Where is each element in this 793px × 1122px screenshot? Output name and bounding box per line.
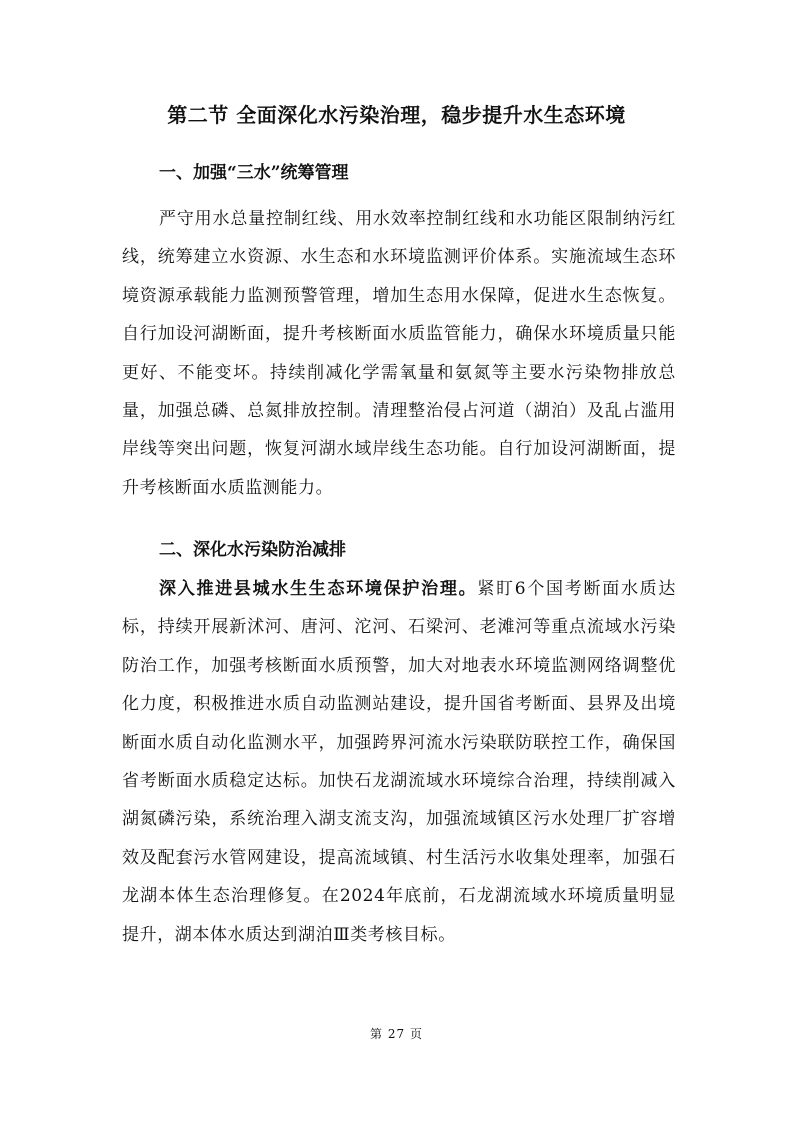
paragraph-body: 紧盯6个国考断面水质达标，持续开展新沭河、唐河、沱河、石梁河、老滩河等重点流域水污染防治工作，加强考核断面水质预警，加大对地表水环境监测网络调整优化力度，积极推进水质自动监测站建设，提升国省考断面、县界及出境断面水质自动化监测水平，加强跨界河流水污染联防联控工作，确保国省考断面水质稳定达标。加快石龙湖流域水环境综合治理，持续削减入湖氮磷污染，系统治理入湖支流支沟，加强流域镇区污水处理厂扩容增效及配套污水管网建设，提高流域镇、村生活污水收集处理率，加强石龙湖本体生态治理修复。在2024年底前，石龙湖流域水环境质量明显提升，湖本体水质达到湖泊Ⅲ类考核目标。	[122, 579, 676, 945]
section-title: 第二节 全面深化水污染治理，稳步提升水生态环境	[167, 103, 626, 127]
subsection-heading-2: 二、深化水污染防治减排	[159, 540, 346, 560]
paragraph-lead-phrase: 深入推进县城水生生态环境保护治理。	[159, 579, 478, 599]
subsection-paragraph-1: 严守用水总量控制红线、用水效率控制红线和水功能区限制纳污红线，统筹建立水资源、水生态和水环境监测评价体系。实施流域生态环境资源承载能力监测预警管理，增加生态用水保障，促进水生态恢复。自行加设河湖断面，提升考核断面水质监管能力，确保水环境质量只能更好、不能变坏。持续削减化学需氧量和氨氮等主要水污染物排放总量，加强总磷、总氮排放控制。清理整治侵占河道（湖泊）及乱占滥用岸线等突出问题，恢复河湖水域岸线生态功能。自行加设河湖断面，提升考核断面水质监测能力。	[122, 209, 676, 498]
subsection-paragraph-2	[122, 570, 676, 954]
page-number: 第 27 页	[370, 1027, 423, 1041]
subsection-heading-1: 一、加强“三水”统筹管理	[159, 163, 349, 183]
